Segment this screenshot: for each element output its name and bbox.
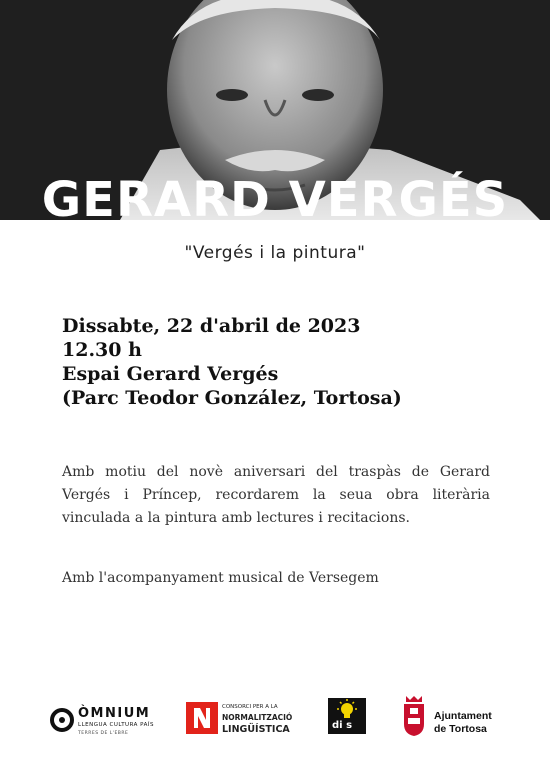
dis-text: di s [332,720,353,731]
cpnl-line1: CONSORCI PER A LA [222,704,278,710]
cpnl-line3: LINGÜÍSTICA [222,724,290,735]
omnium-tagline: LLENGUA CULTURA PAÍS [78,722,155,728]
speaker-name-title: GERARD VERGÉS [41,172,509,220]
tortosa-line2: de Tortosa [434,723,487,735]
event-time: 12.30 h [62,339,142,361]
music-note: Amb l'acompanyament musical de Versegem [62,570,379,586]
event-location: (Parc Teodor González, Tortosa) [62,387,402,409]
omnium-icon [50,708,74,732]
event-details [62,314,502,410]
hero-banner [0,0,550,220]
event-date: Dissabte, 22 d'abril de 2023 [62,315,361,337]
tortosa-crest-icon [400,694,428,736]
cpnl-icon [186,702,218,734]
omnium-name: ÒMNIUM [78,706,151,721]
sponsor-logos [0,690,550,750]
event-description: Amb motiu del novè aniversari del traspàs de Gerard Vergés i Príncep, recordarem la seua obra literària vinculada a la pintura amb lectures i recitacions. [62,464,490,526]
lightbulb-icon [328,698,366,722]
cpnl-line2: NORMALITZACIÓ [222,713,293,722]
omnium-region: TERRES DE L'EBRE [78,731,129,736]
event-subtitle: "Vergés i la pintura" [184,243,366,263]
dis-logo [328,698,366,734]
event-venue: Espai Gerard Vergés [62,363,279,385]
tortosa-line1: Ajuntament [434,710,492,722]
